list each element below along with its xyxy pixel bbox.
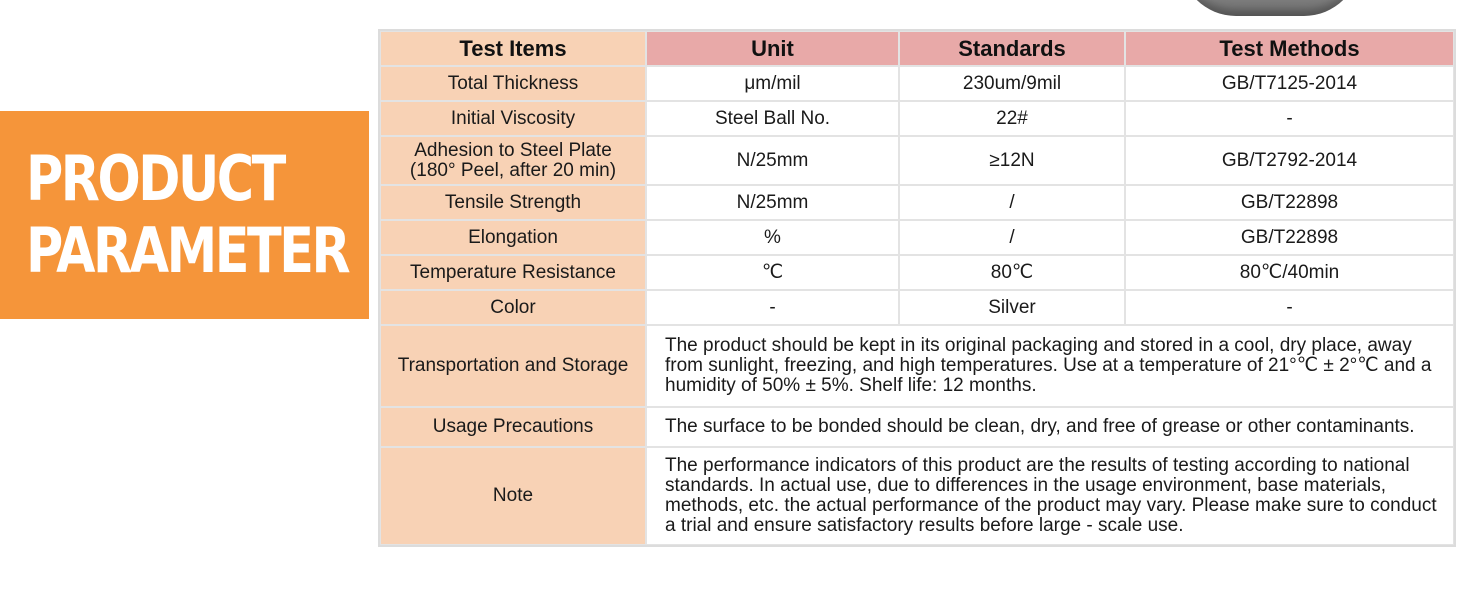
cell-item: Elongation: [380, 220, 646, 255]
banner-line-1: PRODUCT: [26, 142, 284, 215]
cell-item: [380, 136, 646, 185]
cell-method: GB/T2792-2014: [1125, 136, 1454, 185]
banner-line-2: PARAMETER: [26, 214, 349, 287]
cell-item: Transportation and Storage: [380, 325, 646, 407]
table-row-long: [380, 407, 1454, 447]
cell-standard: /: [899, 220, 1125, 255]
parameter-table: [378, 29, 1456, 547]
cell-standard: ≥12N: [899, 136, 1125, 185]
header-test-items: Test Items: [380, 31, 646, 66]
cell-method: -: [1125, 290, 1454, 325]
product-parameter-banner: [0, 111, 369, 319]
cell-unit: N/25mm: [646, 136, 899, 185]
table-header-row: [380, 31, 1454, 66]
cell-item: Total Thickness: [380, 66, 646, 101]
table-row: [380, 136, 1454, 185]
cell-method: -: [1125, 101, 1454, 136]
header-test-methods: Test Methods: [1125, 31, 1454, 66]
parameter-table-grid: [380, 31, 1454, 545]
table-row: [380, 185, 1454, 220]
cell-standard: 22#: [899, 101, 1125, 136]
cell-item: Tensile Strength: [380, 185, 646, 220]
cell-item-line-1: Adhesion to Steel Plate: [414, 139, 612, 161]
cell-standard: /: [899, 185, 1125, 220]
tape-roll-image: [1180, 0, 1360, 16]
cell-unit: ℃: [646, 255, 899, 290]
cell-unit: N/25mm: [646, 185, 899, 220]
table-row: [380, 255, 1454, 290]
cell-item: Note: [380, 447, 646, 545]
cell-item: Initial Viscosity: [380, 101, 646, 136]
cell-unit: -: [646, 290, 899, 325]
cell-description: The surface to be bonded should be clean, dry, and free of grease or other contaminants.: [646, 407, 1454, 447]
cell-description: The performance indicators of this product are the results of testing according to national standards. In actual use, due to differences in the usage environment, base materials, methods, etc. the actual performance of the product may vary. Please make sure to conduct a trial and ensure satisfactory results before large - scale use.: [646, 447, 1454, 545]
cell-standard: Silver: [899, 290, 1125, 325]
table-row: [380, 220, 1454, 255]
cell-method: GB/T22898: [1125, 220, 1454, 255]
cell-item-line-2: (180° Peel, after 20 min): [409, 159, 617, 181]
cell-standard: 80℃: [899, 255, 1125, 290]
table-row: [380, 101, 1454, 136]
table-row: [380, 66, 1454, 101]
cell-standard: 230um/9mil: [899, 66, 1125, 101]
cell-item: Temperature Resistance: [380, 255, 646, 290]
cell-unit: Steel Ball No.: [646, 101, 899, 136]
header-standards: Standards: [899, 31, 1125, 66]
cell-unit: %: [646, 220, 899, 255]
table-row: [380, 290, 1454, 325]
table-row-long: [380, 325, 1454, 407]
cell-unit: μm/mil: [646, 66, 899, 101]
cell-item: Color: [380, 290, 646, 325]
header-unit: Unit: [646, 31, 899, 66]
table-row-long: [380, 447, 1454, 545]
cell-method: GB/T22898: [1125, 185, 1454, 220]
cell-method: GB/T7125-2014: [1125, 66, 1454, 101]
cell-description: The product should be kept in its original packaging and stored in a cool, dry place, away from sunlight, freezing, and high temperatures. Use at a temperature of 21°℃ ± 2°℃ and a humidity of 50% ± 5%. Shelf life: 12 months.: [646, 325, 1454, 407]
cell-method: 80℃/40min: [1125, 255, 1454, 290]
cell-item: Usage Precautions: [380, 407, 646, 447]
